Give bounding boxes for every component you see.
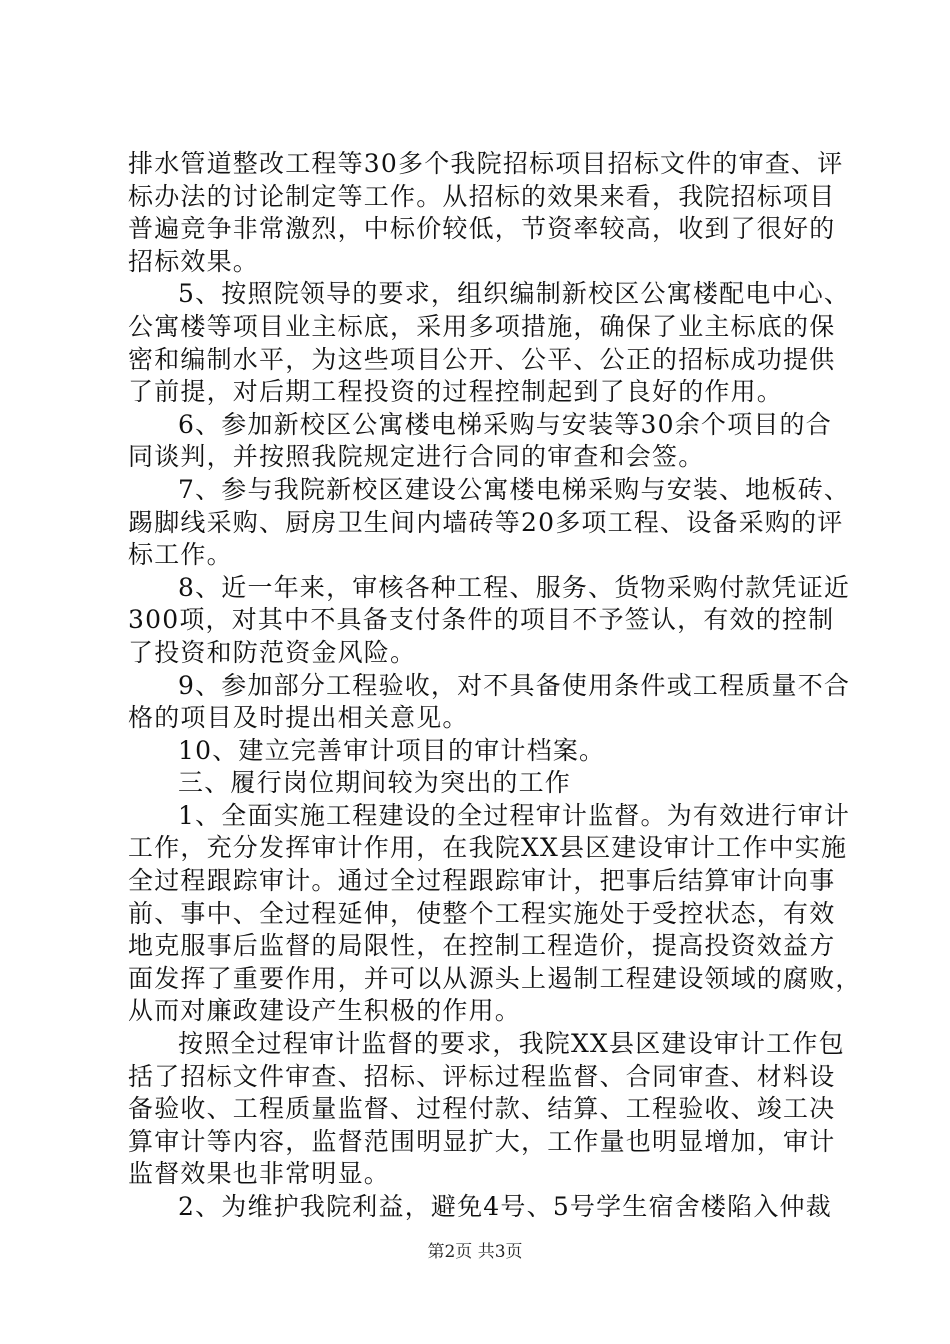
text-line: 面发挥了重要作用，并可以从源头上遏制工程建设领域的腐败， — [128, 963, 862, 993]
text-line: 1、全面实施工程建设的全过程审计监督。为有效进行审计 — [178, 800, 851, 830]
text-line: 算审计等内容，监督范围明显扩大，工作量也明显增加，审计 — [128, 1126, 836, 1156]
text-line: 同谈判，并按照我院规定进行合同的审查和会签。 — [128, 442, 705, 472]
text-line: 了投资和防范资金风险。 — [128, 637, 417, 667]
text-line: 全过程跟踪审计。通过全过程跟踪审计，把事后结算审计向事 — [128, 866, 836, 896]
text-line: 7、参与我院新校区建设公寓楼电梯采购与安装、地板砖、 — [178, 474, 851, 504]
text-line: 普遍竞争非常激烈，中标价较低，节资率较高，收到了很好的 — [128, 214, 836, 244]
text-line: 地克服事后监督的局限性，在控制工程造价，提高投资效益方 — [128, 931, 836, 961]
text-line: 了前提，对后期工程投资的过程控制起到了良好的作用。 — [128, 377, 784, 407]
text-line: 9、参加部分工程验收，对不具备使用条件或工程质量不合 — [178, 670, 851, 700]
text-line: 工作，充分发挥审计作用，在我院XX县区建设审计工作中实施 — [128, 833, 848, 863]
text-line: 格的项目及时提出相关意见。 — [128, 703, 469, 733]
text-line: 排水管道整改工程等30多个我院招标项目招标文件的审查、评 — [128, 149, 844, 178]
text-line: 300项，对其中不具备支付条件的项目不予签认，有效的控制 — [128, 605, 835, 635]
text-line: 10、建立完善审计项目的审计档案。 — [178, 735, 606, 765]
text-line: 踢脚线采购、厨房卫生间内墙砖等20多项工程、设备采购的评 — [128, 507, 844, 537]
page-footer — [0, 1242, 950, 1262]
section-heading: 三、履行岗位期间较为突出的工作 — [178, 768, 572, 798]
text-line: 密和编制水平，为这些项目公开、公平、公正的招标成功提供 — [128, 344, 836, 374]
text-line: 标办法的讨论制定等工作。从招标的效果来看，我院招标项目 — [128, 181, 836, 211]
text-line: 标工作。 — [128, 540, 233, 570]
document-body — [128, 148, 862, 1224]
text-line: 6、参加新校区公寓楼电梯采购与安装等30余个项目的合 — [178, 409, 832, 439]
text-line: 括了招标文件审查、招标、评标过程监督、合同审查、材料设 — [128, 1061, 836, 1091]
text-line: 8、近一年来，审核各种工程、服务、货物采购付款凭证近 — [178, 572, 851, 602]
text-line: 备验收、工程质量监督、过程付款、结算、工程验收、竣工决 — [128, 1094, 836, 1124]
text-line: 监督效果也非常明显。 — [128, 1159, 391, 1189]
text-line: 从而对廉政建设产生积极的作用。 — [128, 996, 522, 1026]
text-line: 按照全过程审计监督的要求，我院XX县区建设审计工作包 — [178, 1029, 845, 1059]
text-line: 前、事中、全过程延伸，使整个工程实施处于受控状态，有效 — [128, 898, 836, 928]
text-line: 公寓楼等项目业主标底，采用多项措施，确保了业主标底的保 — [128, 311, 836, 341]
text-line: 5、按照院领导的要求，组织编制新校区公寓楼配电中心、 — [178, 279, 851, 309]
page-number: 第2页 共3页 — [427, 1242, 523, 1262]
text-line: 2、为维护我院利益，避免4号、5号学生宿舍楼陷入仲裁 — [178, 1192, 832, 1221]
text-line: 招标效果。 — [128, 246, 260, 276]
